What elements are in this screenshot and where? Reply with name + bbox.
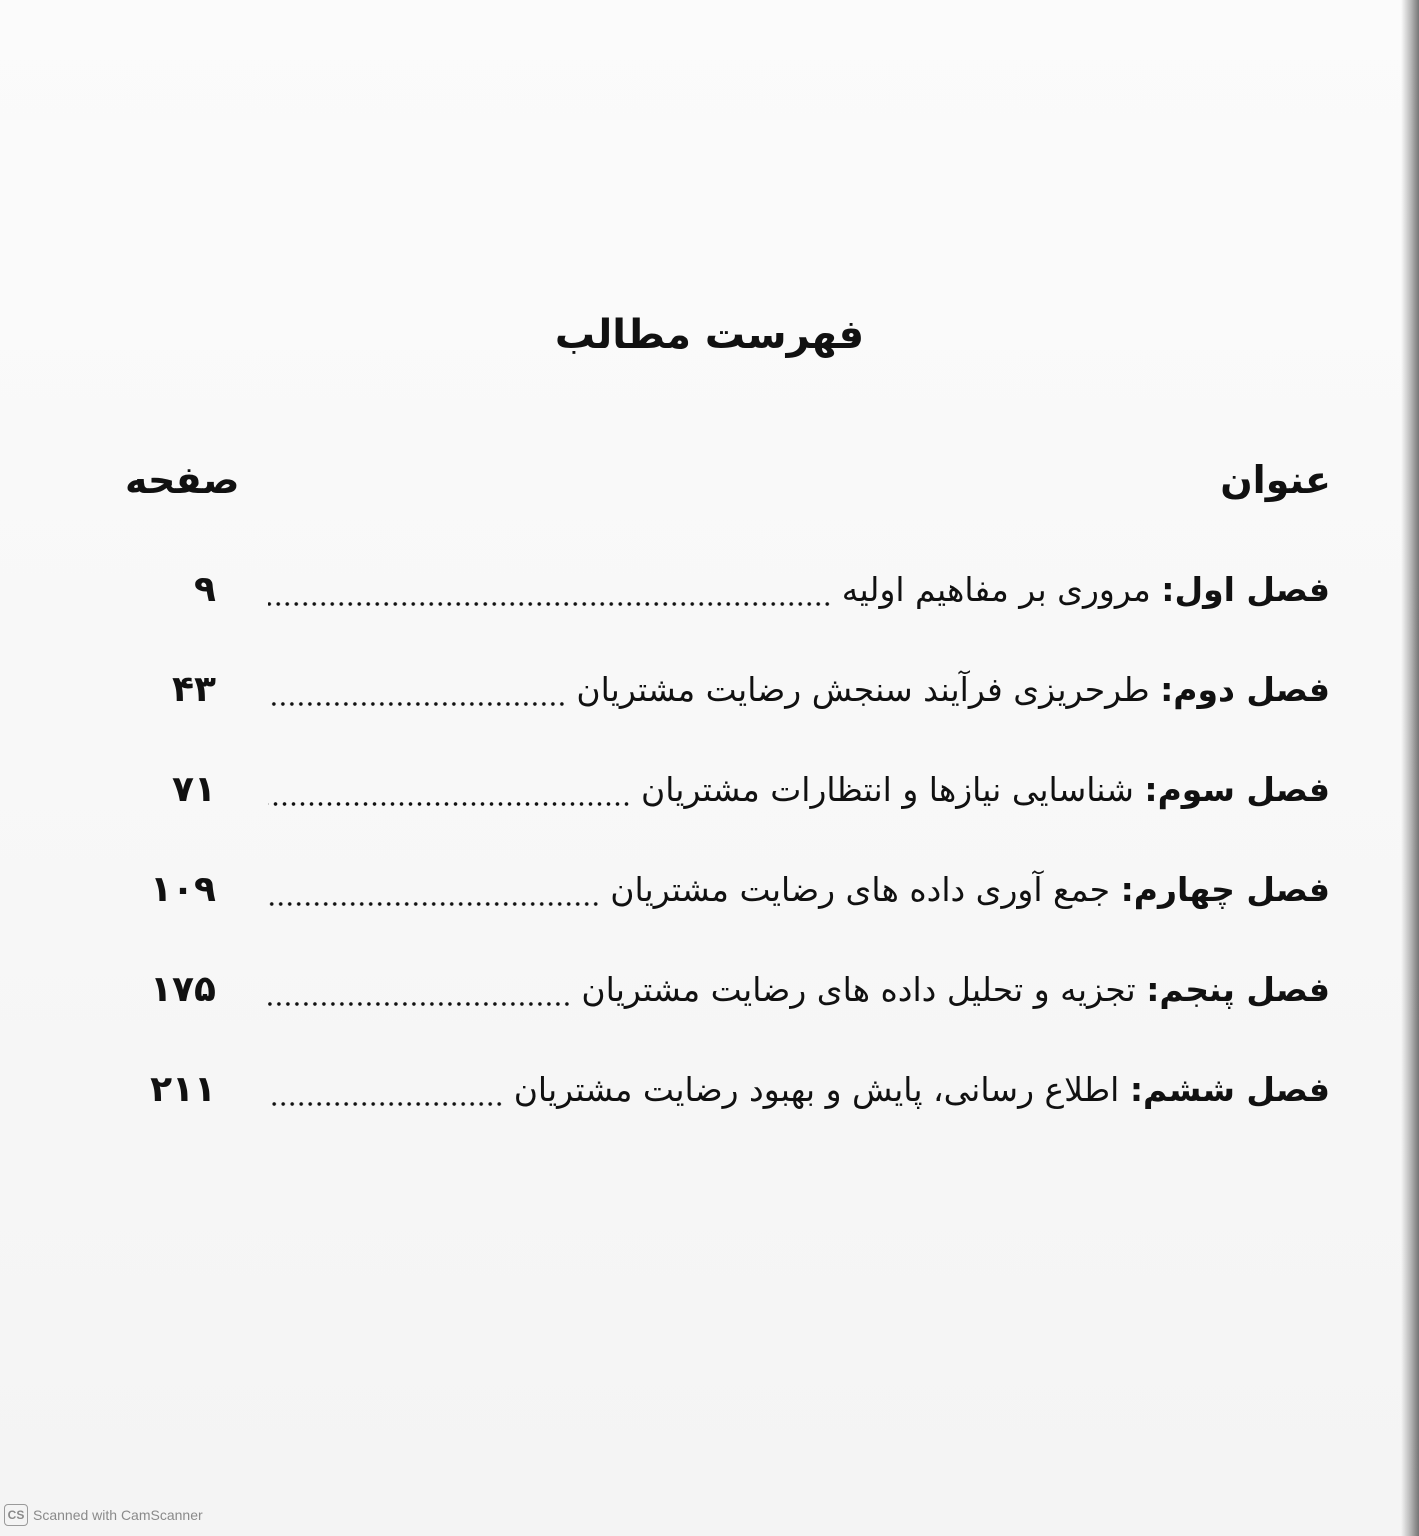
toc-entry-3: [120, 740, 1330, 840]
toc-page-number: ۴۳: [172, 669, 216, 710]
dot-leader: [268, 1000, 571, 1008]
dot-leader: [268, 800, 631, 808]
toc-entry-text: [581, 960, 1330, 1020]
toc-entry-text: [641, 760, 1330, 820]
table-of-contents: [120, 540, 1330, 1140]
toc-page-number: ۱۷۵: [150, 969, 216, 1010]
chapter-title: شناسایی نیازها و انتظارات مشتریان: [641, 770, 1134, 809]
chapter-title: جمع آوری داده های رضایت مشتریان: [610, 870, 1111, 909]
toc-entry-2: [120, 640, 1330, 740]
toc-entry-6: [120, 1040, 1330, 1140]
column-header-page: صفحه: [125, 458, 240, 502]
toc-entry-text: [514, 1060, 1330, 1120]
dot-leader: [268, 700, 566, 708]
dot-leader: [268, 900, 600, 908]
toc-entry-1: [120, 540, 1330, 640]
toc-entry-text: [576, 660, 1330, 720]
toc-entry-5: [120, 940, 1330, 1040]
chapter-title: تجزیه و تحلیل داده های رضایت مشتریان: [581, 970, 1136, 1009]
toc-entry-text: [610, 860, 1330, 920]
toc-page-number: ۲۱۱: [150, 1069, 216, 1110]
chapter-title: طرحریزی فرآیند سنجش رضایت مشتریان: [576, 670, 1150, 709]
toc-entry-text: [842, 560, 1330, 620]
camscanner-logo-icon: CS: [4, 1504, 28, 1526]
chapter-label: فصل دوم:: [1160, 670, 1330, 709]
chapter-title: مروری بر مفاهیم اولیه: [841, 570, 1151, 609]
page-title: فهرست مطالب: [554, 312, 865, 358]
chapter-label: فصل چهارم:: [1120, 870, 1330, 909]
column-header-title: عنوان: [1220, 458, 1331, 502]
toc-entry-4: [120, 840, 1330, 940]
chapter-label: فصل ششم:: [1129, 1070, 1330, 1109]
toc-page-number: ۷۱: [172, 769, 216, 810]
dot-leader: [268, 600, 832, 608]
page-edge-shadow: [1401, 0, 1419, 1536]
chapter-title: اطلاع رسانی، پایش و بهبود رضایت مشتریان: [513, 1070, 1120, 1109]
toc-page-number: ۱۰۹: [150, 869, 216, 910]
watermark-text: Scanned with CamScanner: [33, 1507, 203, 1523]
chapter-label: فصل سوم:: [1144, 770, 1330, 809]
chapter-label: فصل پنجم:: [1146, 970, 1330, 1009]
chapter-label: فصل اول:: [1161, 570, 1330, 609]
toc-page-number: ۹: [194, 569, 216, 610]
camscanner-watermark: [4, 1504, 203, 1526]
dot-leader: [268, 1100, 504, 1108]
